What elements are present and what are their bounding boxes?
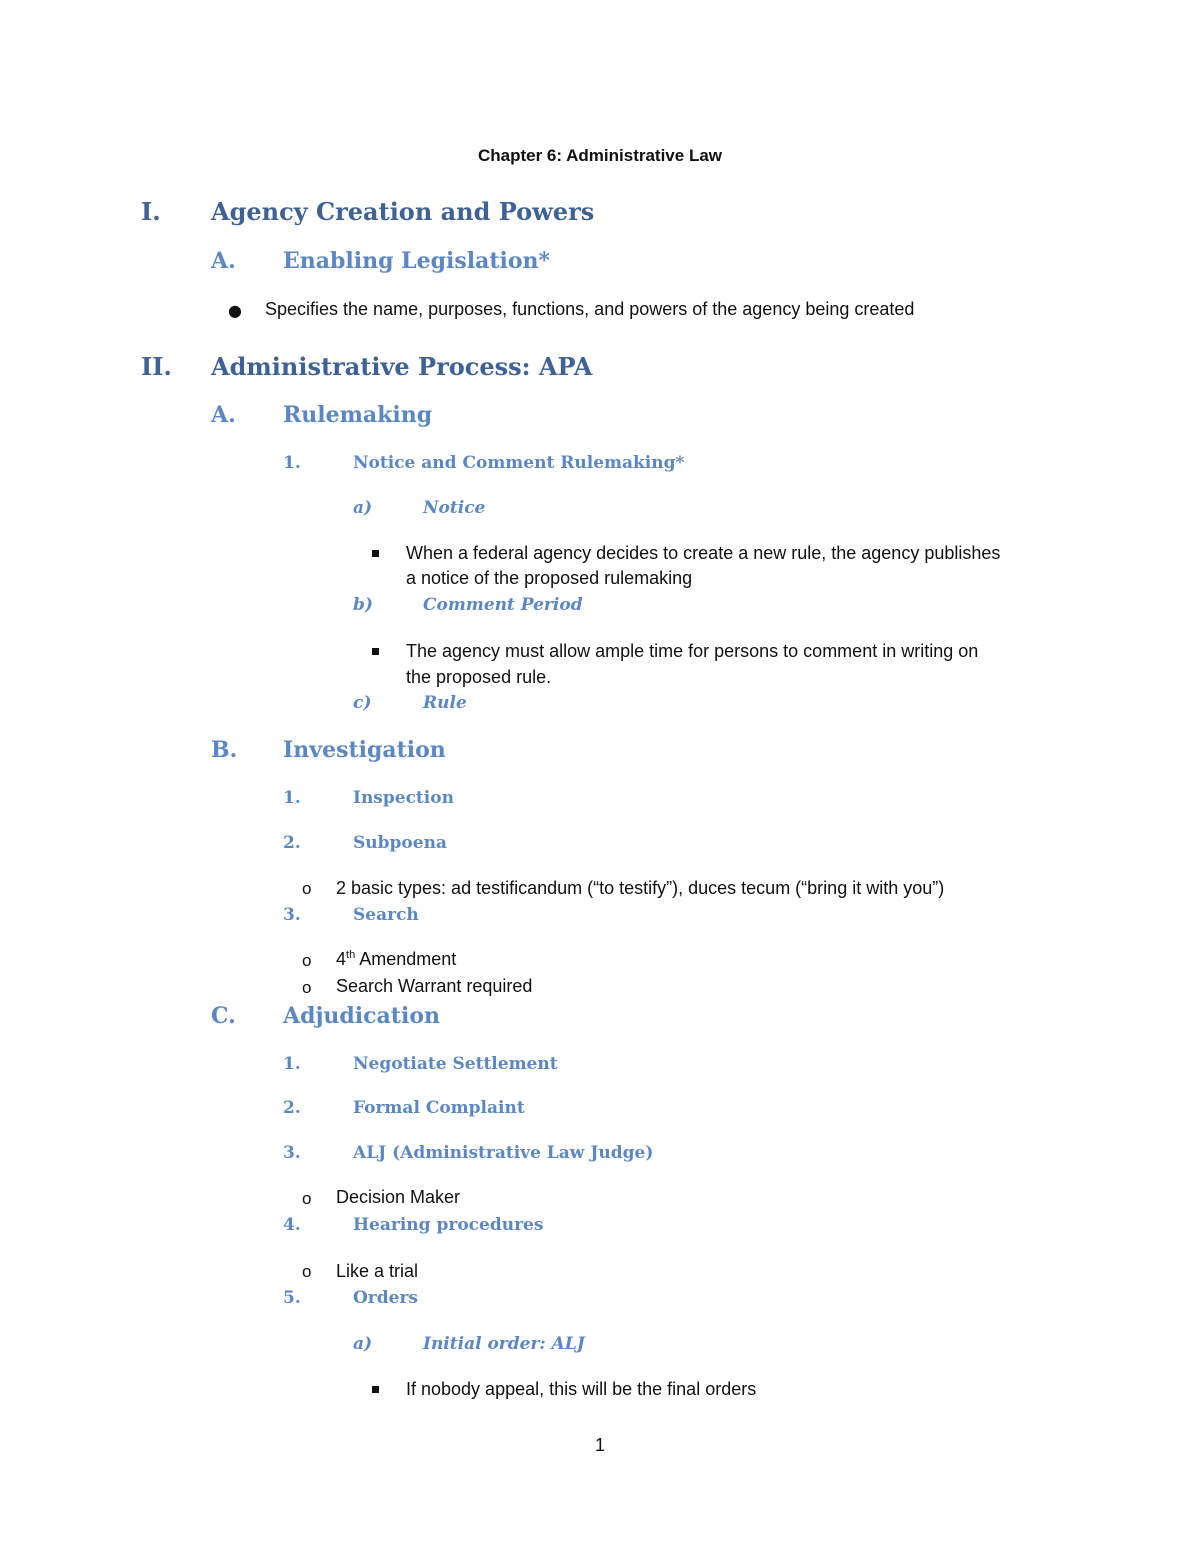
bullet-dot-icon: ● [228, 301, 242, 320]
heading-1-number: I. [141, 197, 161, 226]
circle-bullet-icon: o [302, 978, 312, 997]
bullet-text: When a federal agency decides to create a new rule, the agency publishes [406, 543, 1001, 563]
heading-3-label: Search [353, 905, 419, 925]
heading-3-number: 1. [283, 788, 301, 808]
heading-1-label: Administrative Process: APA [211, 352, 593, 381]
heading-3-number: 1. [283, 1054, 301, 1074]
heading-3-label: Orders [353, 1288, 418, 1308]
heading-4-label: Notice [423, 498, 486, 518]
heading-3-number: 2. [283, 1098, 301, 1118]
heading-2-number: C. [211, 1003, 236, 1029]
heading-3-number: 2. [283, 833, 301, 853]
bullet-text: Search Warrant required [336, 976, 533, 996]
heading-1-number: II. [141, 352, 172, 381]
heading-3-label: ALJ (Administrative Law Judge) [353, 1143, 654, 1163]
square-bullet-icon [372, 550, 379, 557]
heading-3-label: Subpoena [353, 833, 447, 853]
heading-3-label: Inspection [353, 788, 454, 808]
heading-3-label: Formal Complaint [353, 1098, 525, 1118]
heading-3-number: 4. [283, 1215, 301, 1235]
heading-4-label: Initial order: ALJ [423, 1334, 585, 1354]
square-bullet-icon [372, 648, 379, 655]
heading-2-label: Adjudication [283, 1003, 440, 1029]
circle-bullet-icon: o [302, 1262, 312, 1281]
bullet-text-continuation: a notice of the proposed rulemaking [406, 568, 693, 588]
circle-bullet-icon: o [302, 1189, 312, 1208]
heading-3-label: Notice and Comment Rulemaking* [353, 453, 685, 473]
heading-4-number: a) [353, 498, 373, 518]
page-title: Chapter 6: Administrative Law [477, 146, 723, 165]
bullet-text: Like a trial [336, 1261, 419, 1281]
heading-3-number: 3. [283, 1143, 301, 1163]
heading-4-label: Rule [423, 693, 467, 713]
bullet-text: 4th Amendment [336, 949, 457, 969]
bullet-text: If nobody appeal, this will be the final orders [406, 1379, 757, 1399]
heading-2-number: B. [211, 737, 238, 763]
bullet-text: 2 basic types: ad testificandum (“to testify”), duces tecum (“bring it with you”) [336, 878, 945, 898]
heading-4-number: a) [353, 1334, 373, 1354]
bullet-text-continuation: the proposed rule. [406, 667, 552, 687]
square-bullet-icon [372, 1386, 379, 1393]
heading-2-number: A. [211, 402, 236, 428]
page-number: 1 [594, 1435, 605, 1455]
circle-bullet-icon: o [302, 951, 312, 970]
heading-4-label: Comment Period [423, 595, 583, 615]
heading-3-number: 3. [283, 905, 301, 925]
bullet-text: The agency must allow ample time for persons to comment in writing on [406, 641, 979, 661]
heading-4-number: b) [353, 595, 373, 615]
heading-1-label: Agency Creation and Powers [211, 197, 595, 226]
heading-3-label: Hearing procedures [353, 1215, 544, 1235]
circle-bullet-icon: o [302, 879, 312, 898]
heading-3-number: 5. [283, 1288, 301, 1308]
heading-2-label: Enabling Legislation* [283, 248, 551, 274]
bullet-text: Specifies the name, purposes, functions, and powers of the agency being created [265, 299, 915, 319]
heading-2-label: Rulemaking [283, 402, 433, 428]
heading-3-label: Negotiate Settlement [353, 1054, 558, 1074]
heading-2-label: Investigation [283, 737, 446, 763]
heading-2-number: A. [211, 248, 236, 274]
heading-4-number: c) [353, 693, 372, 713]
bullet-text: Decision Maker [336, 1187, 461, 1207]
heading-3-number: 1. [283, 453, 301, 473]
